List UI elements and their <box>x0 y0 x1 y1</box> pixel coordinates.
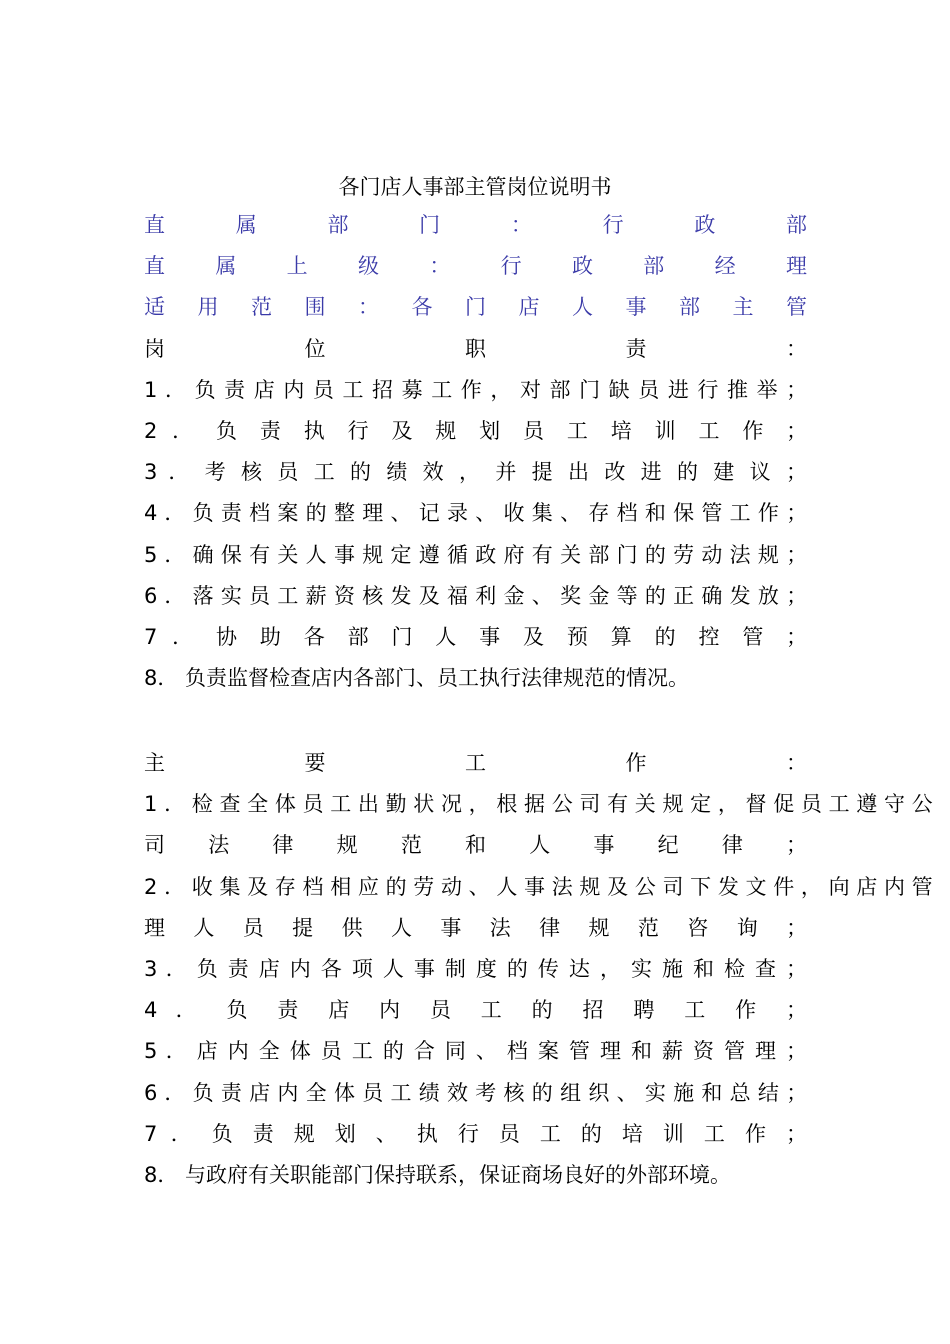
work-item: 5 ． 店 内 全 体 员 工 的 合 同 、 档 案 管 理 和 薪 资 管 理 ； <box>144 1039 808 1064</box>
header-line-department: 直 属 部 门 ： 行 政 部 <box>144 213 808 237</box>
main-work-section <box>144 743 933 1196</box>
work-item-continued: 理 人 员 提 供 人 事 法 律 规 范 咨 询 ； <box>144 915 808 940</box>
work-heading: 主 要 工 作 ： <box>144 751 807 775</box>
duty-item: 5 ． 确 保 有 关 人 事 规 定 遵 循 政 府 有 关 部 门 的 劳 动 法 规 ； <box>144 542 808 567</box>
header-line-superior: 直 属 上 级 ： 行 政 部 经 理 <box>144 254 807 279</box>
duties-heading: 岗 位 职 责 ： <box>144 336 807 361</box>
work-item: 8． 与政府有关职能部门保持联系，保证商场良好的外部环境。 <box>144 1162 732 1187</box>
duty-item: 8． 负责监督检查店内各部门、员工执行法律规范的情况。 <box>144 666 690 691</box>
work-item: 6 ． 负 责 店 内 全 体 员 工 绩 效 考 核 的 组 织 、 实 施 和 总 结 ； <box>144 1080 808 1105</box>
duty-item: 6 ． 落 实 员 工 薪 资 核 发 及 福 利 金 、 奖 金 等 的 正 确 发 放 ； <box>144 583 808 608</box>
duty-item: 3 ． 考 核 员 工 的 绩 效 ， 并 提 出 改 进 的 建 议 ； <box>144 460 807 485</box>
work-item: 2 ． 收 集 及 存 档 相 应 的 劳 动 、 人 事 法 规 及 公 司 下 发 文 件 ， 向 店 内 管 <box>144 874 933 899</box>
header-line-scope: 适 用 范 围 ： 各 门 店 人 事 部 主 管 <box>144 295 807 320</box>
duty-item: 4 ． 负 责 档 案 的 整 理 、 记 录 、 收 集 、 存 档 和 保 管 工 作 ； <box>144 501 808 526</box>
work-item: 7 ． 负 责 规 划 、 执 行 员 工 的 培 训 工 作 ； <box>144 1121 807 1146</box>
duty-item: 1 ． 负 责 店 内 员 工 招 募 工 作 ， 对 部 门 缺 员 进 行 推 举 ； <box>144 377 808 402</box>
duty-item: 7 ． 协 助 各 部 门 人 事 及 预 算 的 控 管 ； <box>144 624 808 649</box>
work-item-continued: 司 法 律 规 范 和 人 事 纪 律 ； <box>144 833 808 858</box>
page-title: 各门店人事部主管岗位说明书 <box>338 175 612 199</box>
work-item: 3 ． 负 责 店 内 各 项 人 事 制 度 的 传 达 ， 实 施 和 检 查 ； <box>144 956 808 981</box>
job-info-section <box>144 205 807 699</box>
work-item: 4 ． 负 责 店 内 员 工 的 招 聘 工 作 ； <box>144 998 807 1023</box>
work-item: 1 ． 检 查 全 体 员 工 出 勤 状 况 ， 根 据 公 司 有 关 规 定 ， 督 促 员 工 遵 守 公 <box>144 792 933 817</box>
duty-item: 2 ． 负 责 执 行 及 规 划 员 工 培 训 工 作 ； <box>144 418 808 443</box>
